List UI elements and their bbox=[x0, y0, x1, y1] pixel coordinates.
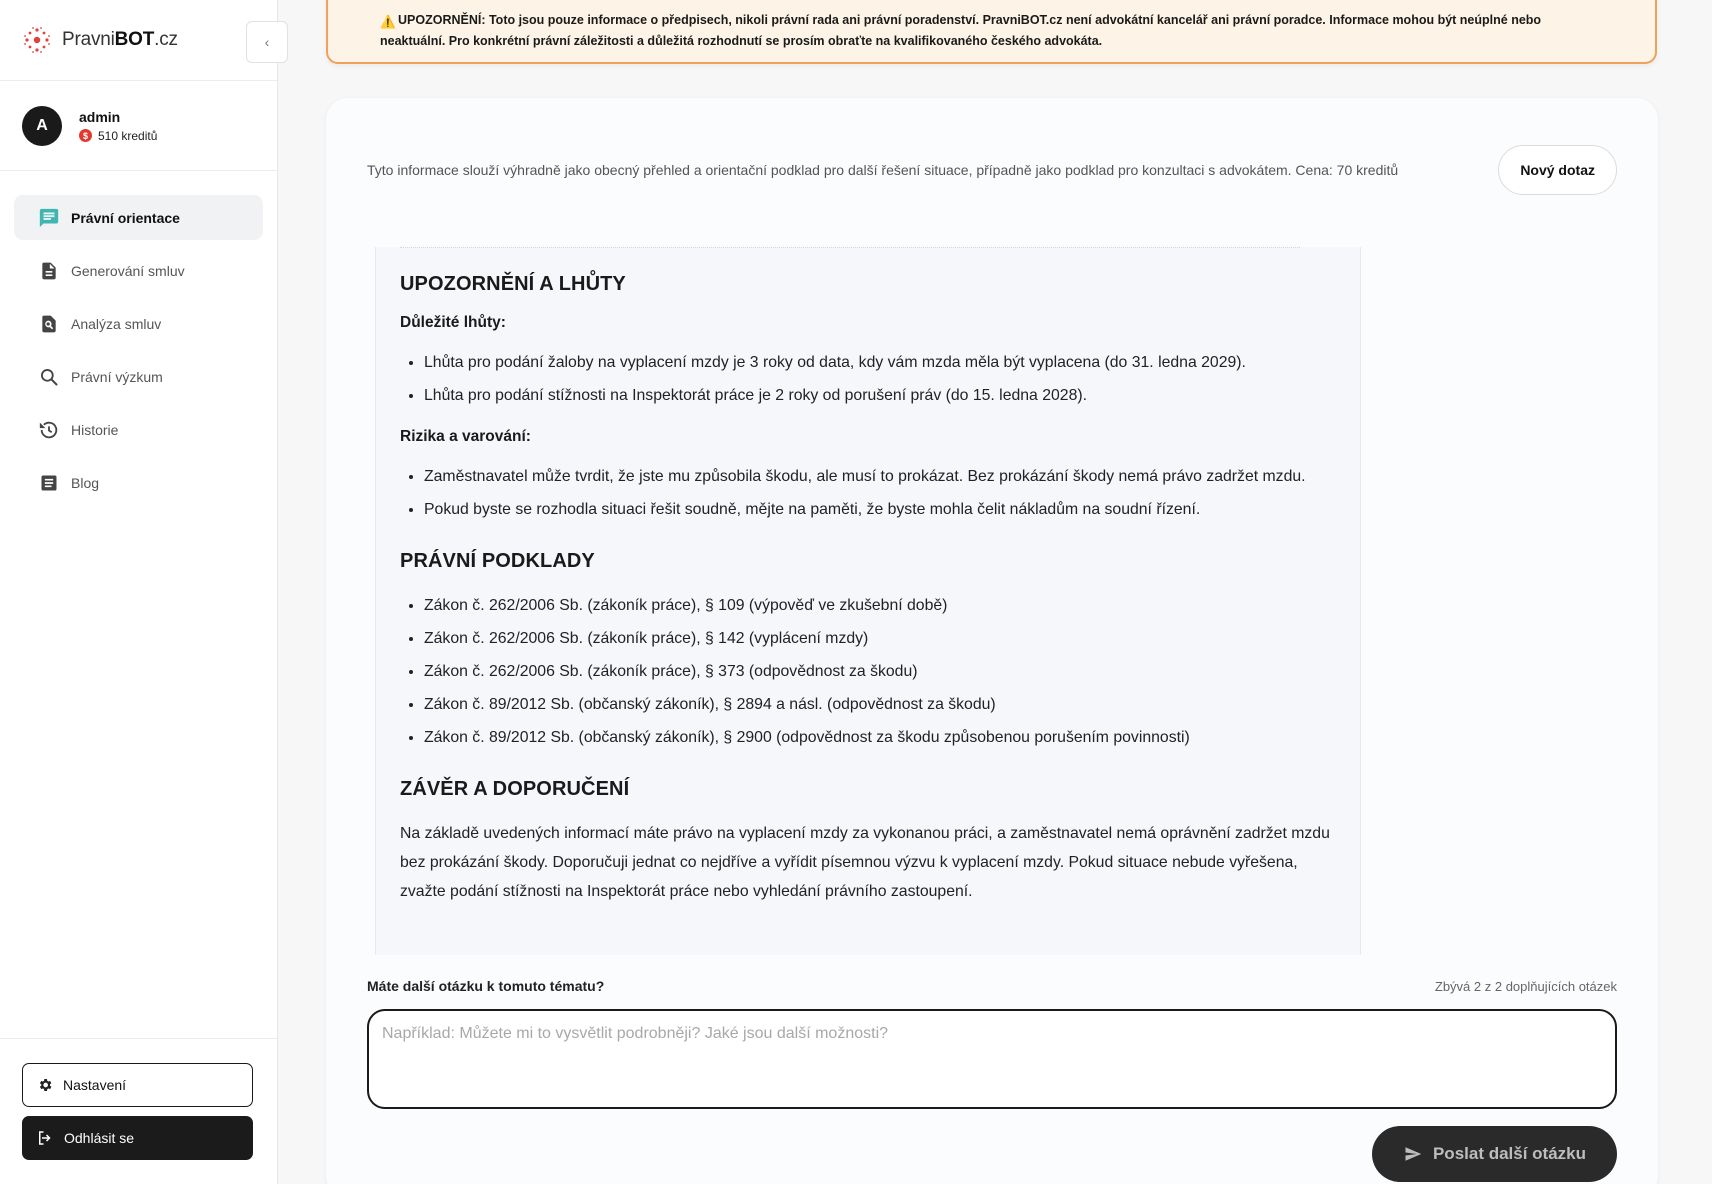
warning-text: UPOZORNĚNÍ: Toto jsou pouze informace o předpisech, nikoli právní rada ani právní poradenství. PravniBOT.cz není advokátní kancelář ani právní poradce. Informace mohou být neúplné nebo neaktuální. Pro konkrétní právní záležitosti a důležitá rozhodnutí se prosím obraťte na kvalifikovaného českého advokáta. bbox=[380, 13, 1542, 48]
list-item: • Zákon č. 262/2006 Sb. (zákoník práce), § 109 (výpověď ve zkušební době) bbox=[424, 591, 1336, 620]
section-heading: UPOZORNĚNÍ A LHŮTY bbox=[400, 273, 626, 295]
followup-remaining: Zbývá 2 z 2 doplňujících otázek bbox=[1434, 978, 1617, 994]
nav-label: Analýza smluv bbox=[71, 315, 162, 332]
user-name: admin bbox=[79, 108, 121, 125]
list-item: • Pokud byste se rozhodla situaci řešit soudně, mějte na paměti, že byste mohla čelit nákladům na soudní řízení. bbox=[424, 495, 1336, 524]
nav-item-pravni-vyzkum[interactable] bbox=[14, 354, 263, 399]
list-item: • Lhůta pro podání stížnosti na Inspektorát práce je 2 roky od porušení práv (do 15. ledna 2028). bbox=[424, 381, 1336, 410]
list-item: • Zákon č. 262/2006 Sb. (zákoník práce), § 373 (odpovědnost za škodu) bbox=[424, 657, 1336, 686]
new-query-button[interactable]: Nový dotaz bbox=[1498, 145, 1617, 195]
send-label: Poslat další otázku bbox=[1432, 1144, 1587, 1163]
send-icon bbox=[1403, 1145, 1423, 1163]
search-icon bbox=[38, 366, 60, 388]
nav-label: Právní orientace bbox=[71, 209, 180, 226]
gear-icon bbox=[37, 1077, 53, 1093]
conclusion-paragraph: Na základě uvedených informací máte právo na vyplacení mzdy za vykonanou práci, a zaměstnavatel nemá oprávnění zadržet mzdu bez prokázání škody. Doporučuji jednat co nejdříve a vyřídit písemnou výzvu k vyplacení mzdy. Pokud situace nebude vyřešena, zvažte podání stížnosti na Inspektorát práce nebo vyhledání právního zastoupení. bbox=[400, 825, 1330, 900]
followup-header bbox=[367, 978, 1617, 994]
list-item: • Zákon č. 89/2012 Sb. (občanský zákoník), § 2900 (odpovědnost za škodu způsobenou porušením povinnosti) bbox=[424, 723, 1336, 752]
list-item: • Lhůta pro podání žaloby na vyplacení mzdy je 3 roky od data, kdy vám mzda měla být vyplacena (do 31. ledna 2029). bbox=[424, 348, 1336, 377]
followup-question-input[interactable] bbox=[367, 1009, 1617, 1109]
article-icon bbox=[38, 472, 60, 494]
logout-label: Odhlásit se bbox=[64, 1130, 135, 1146]
settings-label: Nastavení bbox=[63, 1077, 127, 1093]
brand-name[interactable]: PravniBOT.cz bbox=[62, 29, 178, 50]
result-card bbox=[326, 98, 1658, 1184]
list-item: • Zaměstnavatel může tvrdit, že jste mu způsobila škodu, ale musí to prokázat. Bez prokázání škody nemá právo zadržet mzdu. bbox=[424, 462, 1336, 491]
deadline-list bbox=[424, 348, 1336, 410]
chevron-left-icon: ‹ bbox=[264, 34, 270, 50]
list-item: • Zákon č. 262/2006 Sb. (zákoník práce), § 142 (vyplácení mzdy) bbox=[424, 624, 1336, 653]
logout-icon bbox=[36, 1129, 54, 1147]
nav-item-generovani-smluv[interactable] bbox=[14, 248, 263, 293]
send-followup-button[interactable] bbox=[1372, 1126, 1617, 1182]
avatar[interactable]: A bbox=[22, 106, 62, 146]
settings-button[interactable] bbox=[22, 1063, 253, 1107]
sidebar-footer bbox=[0, 1038, 278, 1184]
info-text: Tyto informace slouží výhradně jako obecný přehled a orientační podklad pro další řešení situace, případně jako podklad pro konzultaci s advokátem. Cena: 70 kreditů bbox=[367, 162, 1399, 178]
risk-list bbox=[424, 462, 1336, 524]
subsection-heading: Rizika a varování: bbox=[400, 428, 531, 445]
legal-basis-list bbox=[424, 591, 1336, 752]
document-search-icon bbox=[38, 313, 60, 335]
logo-icon bbox=[22, 25, 52, 55]
info-row bbox=[367, 146, 1617, 194]
answer-scroll-area[interactable] bbox=[375, 247, 1361, 955]
subsection-heading: Důležité lhůty: bbox=[400, 314, 506, 331]
collapse-sidebar-button[interactable] bbox=[246, 21, 288, 63]
clipped-text-edge bbox=[400, 247, 1300, 251]
nav-label: Historie bbox=[71, 421, 119, 438]
credits-badge bbox=[79, 129, 157, 143]
main-nav bbox=[0, 171, 277, 505]
nav-item-blog[interactable] bbox=[14, 460, 263, 505]
nav-label: Generování smluv bbox=[71, 262, 185, 279]
document-icon bbox=[38, 260, 60, 282]
section-heading: PRÁVNÍ PODKLADY bbox=[400, 550, 595, 572]
credits-value: 510 kreditů bbox=[98, 128, 158, 143]
nav-item-analyza-smluv[interactable] bbox=[14, 301, 263, 346]
legal-warning-banner bbox=[326, 0, 1657, 64]
chat-icon bbox=[38, 207, 60, 229]
history-icon bbox=[38, 419, 60, 441]
logout-button[interactable] bbox=[22, 1116, 253, 1160]
warning-icon: ⚠️ bbox=[380, 15, 396, 29]
section-heading: ZÁVĚR A DOPORUČENÍ bbox=[400, 778, 630, 800]
followup-label: Máte další otázku k tomuto tématu? bbox=[367, 978, 605, 994]
coin-icon: $ bbox=[79, 129, 92, 142]
nav-label: Blog bbox=[71, 474, 100, 491]
nav-label: Právní výzkum bbox=[71, 368, 163, 385]
brand-header bbox=[0, 0, 277, 81]
nav-item-historie[interactable] bbox=[14, 407, 263, 452]
list-item: • Zákon č. 89/2012 Sb. (občanský zákoník), § 2894 a násl. (odpovědnost za škodu) bbox=[424, 690, 1336, 719]
sidebar bbox=[0, 0, 278, 1184]
user-panel bbox=[0, 81, 277, 171]
nav-item-pravni-orientace[interactable] bbox=[14, 195, 263, 240]
